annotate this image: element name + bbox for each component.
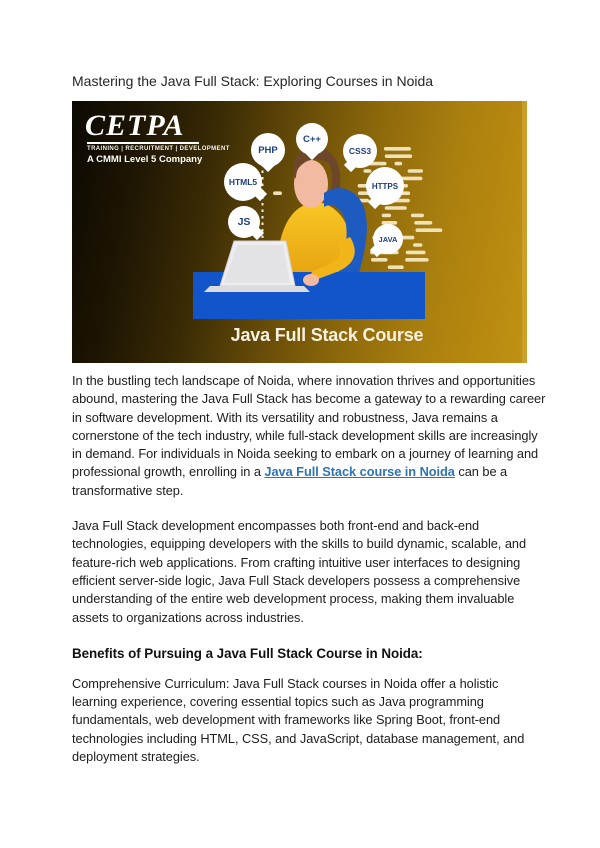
cetpa-logo-rule (87, 142, 199, 144)
benefits-heading: Benefits of Pursuing a Java Full Stack Course in Noida: (72, 645, 423, 661)
bubble-label: JS (237, 216, 251, 228)
cetpa-logo-tagline: TRAINING | RECRUITMENT | DEVELOPMENT (87, 146, 230, 152)
code-dash (413, 243, 422, 247)
bubble-html5 (224, 163, 262, 201)
article-body (72, 372, 546, 783)
bubble-css3 (343, 134, 377, 168)
bubble-php (251, 133, 285, 167)
paragraph-curriculum: Comprehensive Curriculum: Java Full Stack courses in Noida offer a holistic learning experience, covering essential topics such as Java programming fundamentals, web development with frameworks like Spring Boot, front-end technologies including HTML, CSS, and JavaScript, database management, and deployment strategies. (72, 675, 525, 765)
code-dash (388, 265, 404, 269)
page-title: Mastering the Java Full Stack: Exploring Courses in Noida (72, 73, 434, 89)
paragraph-intro (72, 372, 546, 500)
bubble-cpp (296, 123, 328, 155)
code-dash (385, 154, 412, 158)
code-dash (382, 214, 391, 218)
bubble-label: HTTPS (371, 181, 399, 191)
bubble-label: CSS3 (348, 146, 372, 156)
code-dash (273, 191, 282, 195)
laptop-base (204, 286, 310, 292)
banner-caption: Java Full Stack Course (230, 325, 424, 345)
bubble-java (373, 224, 403, 254)
bubble-label: HTML5 (228, 177, 258, 187)
person-hand (303, 274, 319, 286)
paragraph-intro-text: In the bustling tech landscape of Noida, where innovation thrives and opportunities abound, mastering the Java Full Stack has become a gateway to a rewarding career in software development. With its versatility and robustness, Java remains a cornerstone of the tech industry, while full-stack development skills are increasingly in demand. For individuals in Noida seeking to embark on a journey of learning and professional growth, enrolling in a (72, 373, 546, 480)
code-dash (416, 228, 443, 232)
course-link[interactable]: Java Full Stack course in Noida (264, 464, 455, 480)
code-dash (411, 214, 424, 218)
bubble-js (228, 206, 260, 238)
code-dash (405, 258, 429, 262)
cetpa-logo-subtitle: A CMMI Level 5 Company (87, 154, 203, 165)
bubble-label: PHP (258, 144, 278, 156)
code-dash (408, 169, 423, 173)
cetpa-logo (85, 109, 230, 165)
course-banner-image (72, 101, 527, 363)
code-dash (385, 206, 407, 210)
bubble-https (366, 167, 404, 205)
code-dash (384, 147, 411, 151)
code-dash (414, 221, 432, 225)
code-dash (406, 251, 426, 255)
paragraph-overview: Java Full Stack development encompasses both front-end and back-end technologies, equipping developers with the skills to build dynamic, scalable, and feature-rich web applications. From crafting intuitive user interfaces to designing efficient server-side logic, Java Full Stack developers possess a comprehensive understanding of the entire web development process, making them invaluable assets to organizations across industries. (72, 518, 527, 625)
cetpa-logo-name: CETPA (85, 109, 185, 142)
paragraph-intro-tail: can be a transformative step. (72, 464, 508, 498)
bubble-label: JAVA (378, 234, 398, 244)
bubble-label: C++ (303, 133, 321, 145)
code-dash (371, 258, 388, 262)
code-dash (395, 162, 403, 166)
